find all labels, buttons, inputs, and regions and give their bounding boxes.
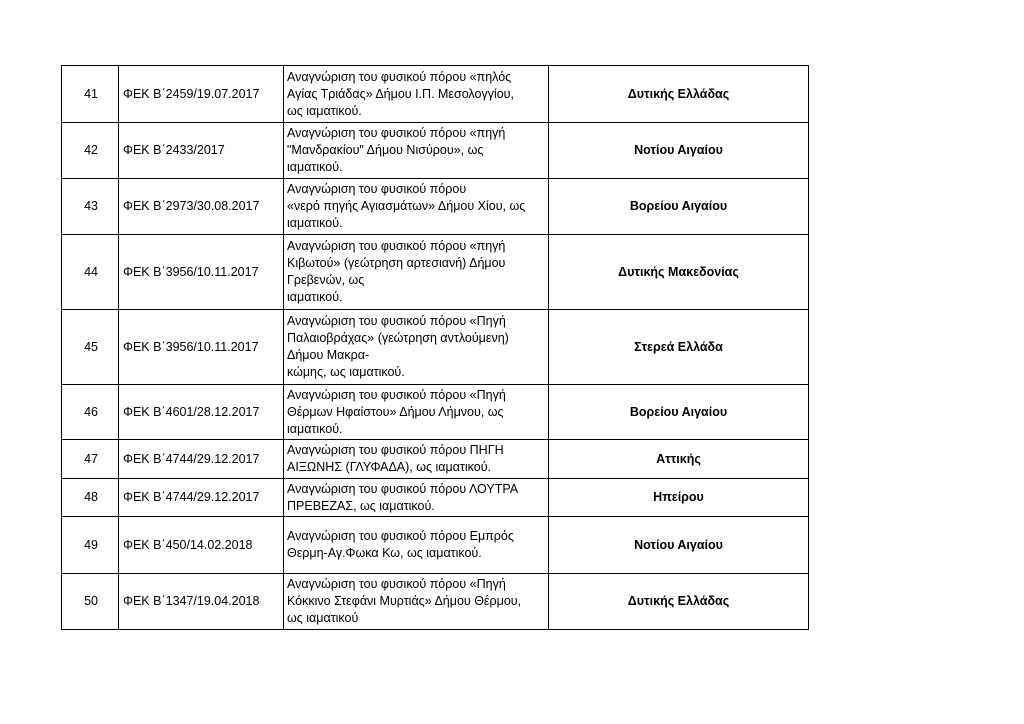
- description-line: Δήμου Μακρα-: [287, 348, 370, 362]
- table-row: [62, 179, 809, 235]
- resource-description: [284, 385, 549, 440]
- description-line: ιαματικού.: [287, 290, 343, 304]
- resource-description: [284, 66, 549, 123]
- table-row: [62, 123, 809, 179]
- fek-reference: ΦΕΚ Β΄4601/28.12.2017: [119, 385, 284, 440]
- description-line: «νερό πηγής Αγιασμάτων» Δήμου Χίου, ως: [287, 199, 526, 213]
- row-number: 47: [62, 440, 119, 479]
- table-body: [62, 66, 809, 630]
- description-line: ως ιαματικού: [287, 611, 359, 625]
- description-line: Αναγνώριση του φυσικού πόρου ΠΗΓΗ: [287, 443, 504, 457]
- row-number: 45: [62, 310, 119, 385]
- description-line: ΑΙΞΩΝΗΣ (ΓΛΥΦΑΔΑ), ως ιαματικού.: [287, 460, 491, 474]
- region-name: Δυτικής Μακεδονίας: [549, 235, 809, 310]
- region-name: Βορείου Αιγαίου: [549, 179, 809, 235]
- description-line: Αναγνώριση του φυσικού πόρου «Πηγή: [287, 387, 506, 402]
- fek-reference: ΦΕΚ Β΄2433/2017: [119, 123, 284, 179]
- table-row: [62, 517, 809, 574]
- description-line: ιαματικού.: [287, 421, 343, 436]
- region-name: Δυτικής Ελλάδας: [549, 574, 809, 630]
- fek-reference: ΦΕΚ Β΄3956/10.11.2017: [119, 235, 284, 310]
- description-line: Αναγνώριση του φυσικού πόρου ΛΟΥΤΡΑ: [287, 481, 519, 496]
- row-number: 42: [62, 123, 119, 179]
- table-row: [62, 235, 809, 310]
- region-name: Ηπείρου: [549, 479, 809, 517]
- fek-reference: ΦΕΚ Β΄4744/29.12.2017: [119, 479, 284, 517]
- table-row: [62, 440, 809, 479]
- row-number: 49: [62, 517, 119, 574]
- resource-description: [284, 479, 549, 517]
- region-name: Στερεά Ελλάδα: [549, 310, 809, 385]
- fek-reference: ΦΕΚ Β΄450/14.02.2018: [119, 517, 284, 574]
- row-number: 41: [62, 66, 119, 123]
- description-line: Αναγνώριση του φυσικού πόρου «πηγή: [287, 126, 506, 140]
- description-line: Κιβωτού» (γεώτρηση αρτεσιανή) Δήμου: [287, 256, 506, 270]
- fek-reference: ΦΕΚ Β΄1347/19.04.2018: [119, 574, 284, 630]
- description-line: Παλαιοβράχας» (γεώτρηση αντλούμενη): [287, 331, 509, 345]
- description-line: Αναγνώριση του φυσικού πόρου «πηγή: [287, 239, 506, 253]
- row-number: 48: [62, 479, 119, 517]
- description-line: Αναγνώριση του φυσικού πόρου: [287, 182, 467, 196]
- description-line: ιαματικού.: [287, 216, 343, 230]
- table-row: [62, 385, 809, 440]
- description-line: κώμης, ως ιαματικού.: [287, 365, 405, 379]
- table-row: [62, 310, 809, 385]
- table-row: [62, 66, 809, 123]
- region-name: Νοτίου Αιγαίου: [549, 123, 809, 179]
- description-line: Αγίας Τριάδας» Δήμου Ι.Π. Μεσολογγίου,: [287, 86, 514, 101]
- description-line: ΠΡΕΒΕΖΑΣ, ως ιαματικού.: [287, 498, 435, 513]
- description-line: ιαματικού.: [287, 160, 343, 174]
- row-number: 50: [62, 574, 119, 630]
- region-name: Δυτικής Ελλάδας: [549, 66, 809, 123]
- description-line: Αναγνώριση του φυσικού πόρου «Πηγή: [287, 577, 506, 591]
- description-line: Αναγνώριση του φυσικού πόρου Εμπρός: [287, 529, 514, 543]
- table-row: [62, 574, 809, 630]
- region-name: Νοτίου Αιγαίου: [549, 517, 809, 574]
- region-name: Αττικής: [549, 440, 809, 479]
- row-number: 43: [62, 179, 119, 235]
- resource-description: [284, 517, 549, 574]
- resource-description: [284, 574, 549, 630]
- fek-reference: ΦΕΚ Β΄4744/29.12.2017: [119, 440, 284, 479]
- description-line: Κόκκινο Στεφάνι Μυρτιάς» Δήμου Θέρμου,: [287, 594, 522, 608]
- description-line: "Μανδρακίου" Δήμου Νισύρου», ως: [287, 143, 484, 157]
- resource-description: [284, 235, 549, 310]
- fek-reference: ΦΕΚ Β΄3956/10.11.2017: [119, 310, 284, 385]
- resource-description: [284, 123, 549, 179]
- fek-reference: ΦΕΚ Β΄2973/30.08.2017: [119, 179, 284, 235]
- fek-reference: ΦΕΚ Β΄2459/19.07.2017: [119, 66, 284, 123]
- description-line: Γρεβενών, ως: [287, 273, 365, 287]
- description-line: Αναγνώριση του φυσικού πόρου «πηλός: [287, 69, 512, 84]
- row-number: 44: [62, 235, 119, 310]
- spa-resources-table: [61, 65, 809, 630]
- description-line: Θερμη-Αγ.Φωκα Κω, ως ιαματικού.: [287, 546, 482, 560]
- row-number: 46: [62, 385, 119, 440]
- description-line: Θέρμων Ηφαίστου» Δήμου Λήμνου, ως: [287, 404, 504, 419]
- resource-description: [284, 310, 549, 385]
- region-name: Βορείου Αιγαίου: [549, 385, 809, 440]
- resource-description: [284, 179, 549, 235]
- table-row: [62, 479, 809, 517]
- description-line: ως ιαματικού.: [287, 103, 362, 118]
- resource-description: [284, 440, 549, 479]
- description-line: Αναγνώριση του φυσικού πόρου «Πηγή: [287, 314, 506, 328]
